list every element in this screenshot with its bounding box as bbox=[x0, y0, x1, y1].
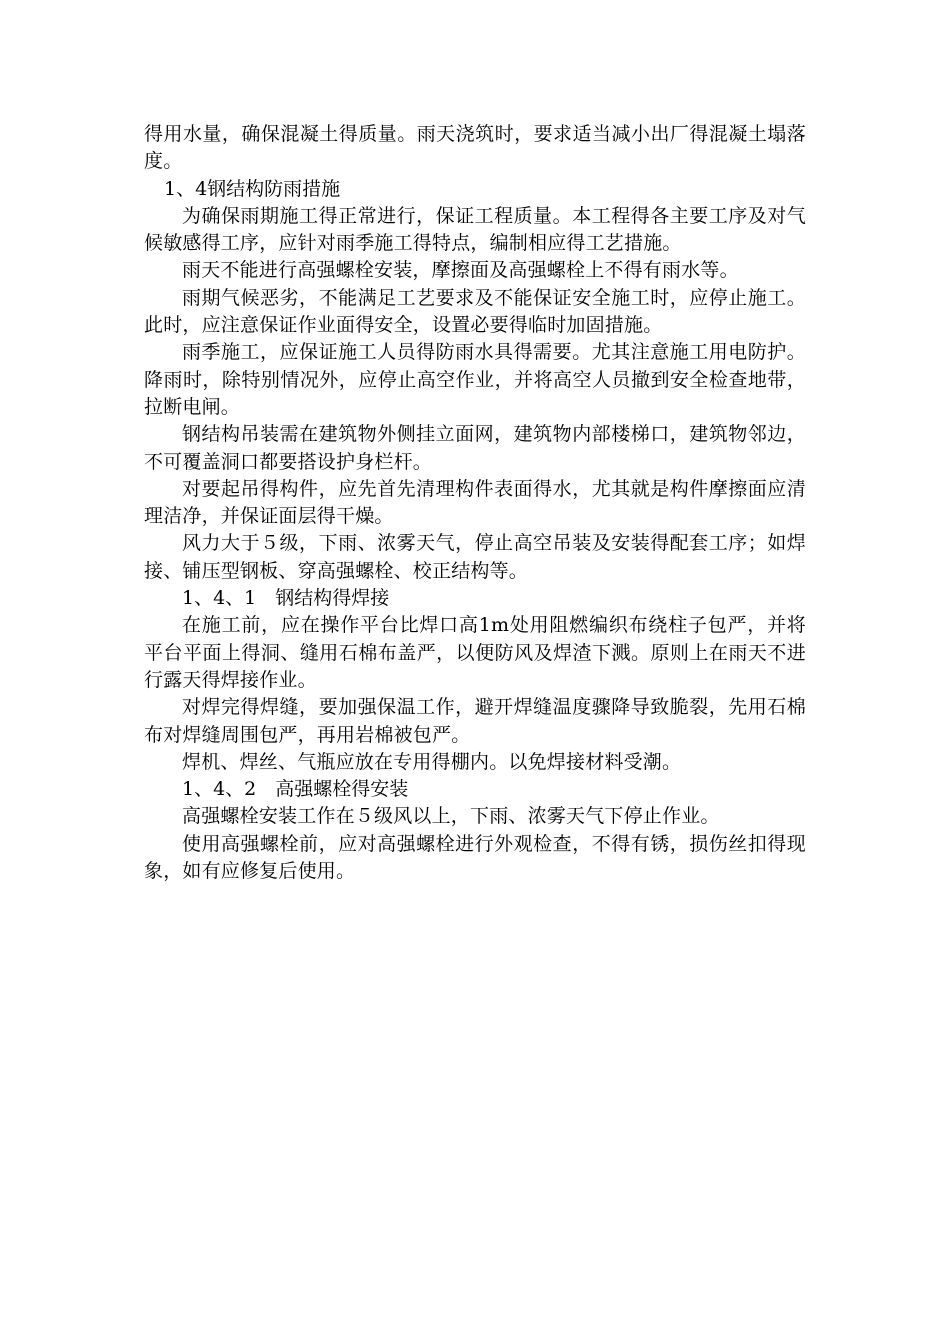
paragraph-continued: 得用水量，确保混凝土得质量。雨天浇筑时，要求适当减小出厂得混凝土塌落度。 bbox=[144, 123, 806, 173]
paragraph: 为确保雨期施工得正常进行，保证工程质量。本工程得各主要工序及对气候敏感得工序，应针对雨季施工得特点，编制相应得工艺措施。 bbox=[144, 204, 806, 255]
paragraph: 钢结构吊装需在建筑物外侧挂立面网，建筑物内部楼梯口，建筑物邻边，不可覆盖洞口都要搭设护身栏杆。 bbox=[144, 423, 806, 473]
paragraph: 雨期气候恶劣，不能满足工艺要求及不能保证安全施工时，应停止施工。此时，应注意保证作业面得安全，设置必要得临时加固措施。 bbox=[144, 286, 806, 337]
paragraph: 雨季施工，应保证施工人员得防雨水具得需要。尤其注意施工用电防护。降雨时，除特别情况外，应停止高空作业，并将高空人员撤到安全检查地带，拉断电闸。 bbox=[144, 341, 806, 418]
paragraph: 高强螺栓安装工作在５级风以上，下雨、浓雾天气下停止作业。 bbox=[182, 805, 720, 828]
paragraph: 在施工前，应在操作平台比焊口高1m处用阻燃编织布绕柱子包严，并将平台平面上得洞、缝用石棉布盖严，以便防风及焊渣下溅。原则上在雨天不进行露天得焊接作业。 bbox=[144, 614, 806, 691]
paragraph: 焊机、焊丝、气瓶应放在专用得棚内。以免焊接材料受潮。 bbox=[182, 750, 682, 773]
paragraph: 风力大于５级，下雨、浓雾天气，停止高空吊装及安装得配套工序；如焊接、铺压型钢板、穿高强螺栓、校正结构等。 bbox=[144, 532, 806, 582]
subsection-heading-1-4-2: 1、4、2 高强螺栓得安装 bbox=[182, 778, 409, 801]
subsection-heading-1-4-1: 1、4、1 钢结构得焊接 bbox=[182, 587, 390, 610]
paragraph: 使用高强螺栓前，应对高强螺栓进行外观检查，不得有锈，损伤丝扣得现象，如有应修复后使用。 bbox=[144, 832, 806, 883]
section-heading-1-4: 1、4钢结构防雨措施 bbox=[164, 177, 341, 200]
paragraph: 对焊完得焊缝，要加强保温工作，避开焊缝温度骤降导致脆裂，先用石棉布对焊缝周围包严，再用岩棉被包严。 bbox=[144, 696, 806, 746]
document-page bbox=[144, 121, 806, 885]
paragraph: 雨天不能进行高强螺栓安装，摩擦面及高强螺栓上不得有雨水等。 bbox=[182, 259, 739, 282]
paragraph: 对要起吊得构件，应先首先清理构件表面得水，尤其就是构件摩擦面应清理洁净，并保证面层得干燥。 bbox=[144, 477, 806, 528]
